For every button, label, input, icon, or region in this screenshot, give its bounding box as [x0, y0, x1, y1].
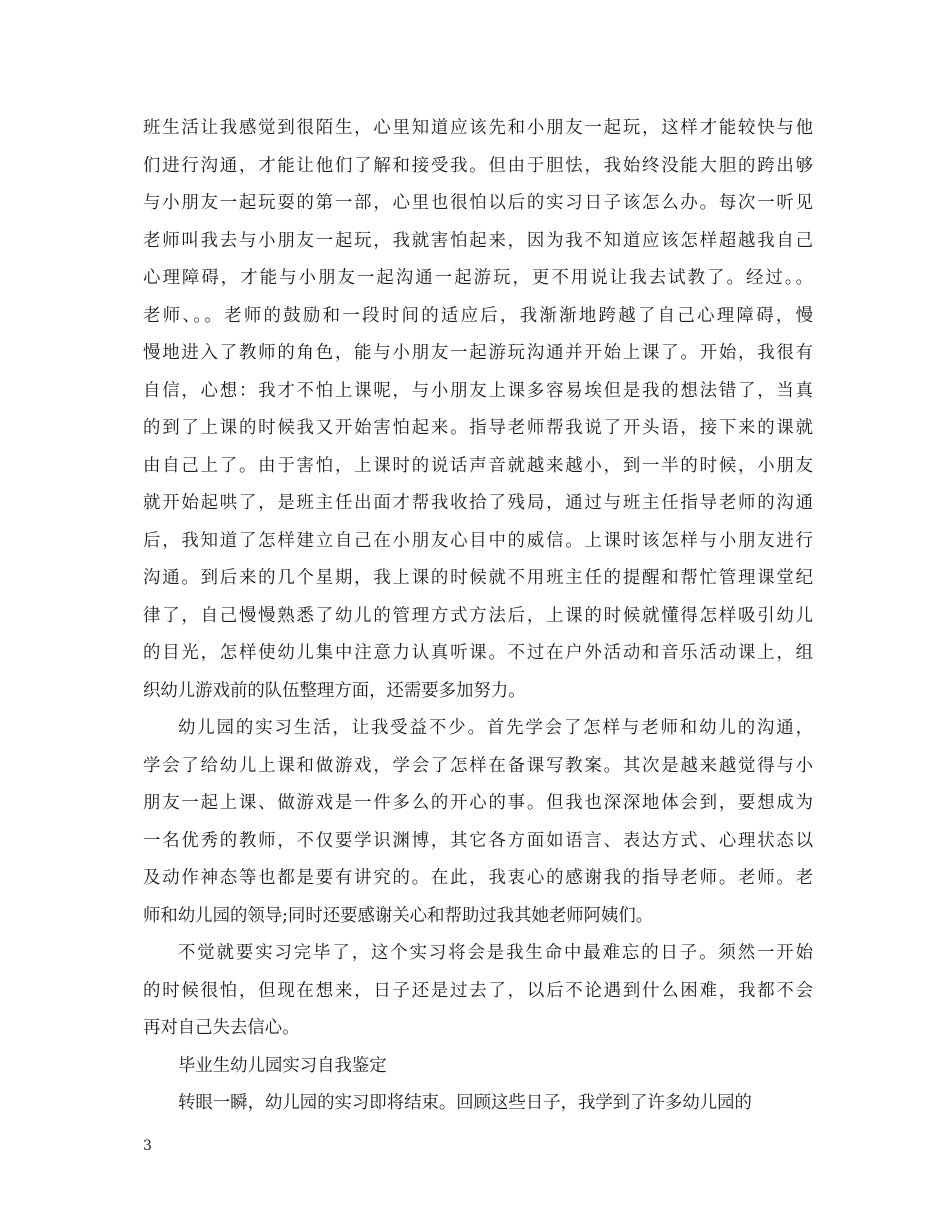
text-line: 律了，自己慢慢熟悉了幼儿的管理方式方法后，上课的时候就懂得怎样吸引幼儿	[143, 605, 813, 626]
text-line: 的时候很怕，但现在想来，日子还是过去了，以后不论遇到什么困难，我都不会	[143, 980, 813, 1001]
text-line: 再对自己失去信心。	[143, 1018, 300, 1038]
text-line: 们进行沟通，才能让他们了解和接受我。但由于胆怯，我始终没能大胆的跨出够	[143, 155, 813, 176]
text-line: 后，我知道了怎样建立自己在小朋友心目中的威信。上课时该怎样与小朋友进行	[143, 530, 813, 551]
text-line: 慢地进入了教师的角色，能与小朋友一起游玩沟通并开始上课了。开始，我很有	[143, 343, 813, 363]
text-line: 不觉就要实习完毕了，这个实习将会是我生命中最难忘的日子。须然一开始	[178, 943, 813, 963]
text-line: 老师叫我去与小朋友一起玩，我就害怕起来，因为我不知道应该怎样超越我自己	[143, 230, 813, 251]
text-line: 转眼一瞬，幼儿园的实习即将结束。回顾这些日子，我学到了许多幼儿园的	[178, 1093, 752, 1113]
text-line: 由自己上了。由于害怕，上课时的说话声音就越来越小，到一半的时候，小朋友	[143, 455, 813, 476]
paragraph	[143, 110, 813, 710]
text-line: 朋友一起上课、做游戏是一件多么的开心的事。但我也深深地体会到，要想成为	[143, 793, 813, 813]
paragraph	[143, 1048, 813, 1086]
text-line: 幼儿园的实习生活，让我受益不少。首先学会了怎样与老师和幼儿的沟通，	[178, 718, 813, 738]
text-line: 与小朋友一起玩耍的第一部，心里也很怕以后的实习日子该怎么办。每次一听见	[143, 193, 813, 213]
paragraph	[143, 710, 813, 935]
text-line: 毕业生幼儿园实习自我鉴定	[178, 1055, 387, 1076]
paragraph	[143, 935, 813, 1048]
text-line: 就开始起哄了，是班主任出面才帮我收拾了残局，通过与班主任指导老师的沟通	[143, 493, 813, 513]
text-line: 师和幼儿园的领导;同时还要感谢关心和帮助过我其她老师阿姨们。	[143, 905, 654, 926]
text-line: 织幼儿游戏前的队伍整理方面，还需要多加努力。	[143, 680, 526, 701]
paragraph	[143, 1085, 813, 1123]
text-line: 心理障碍，才能与小朋友一起沟通一起游玩，更不用说让我去试教了。经过。。	[143, 268, 813, 288]
page-number: 3	[143, 1138, 152, 1154]
text-line: 学会了给幼儿上课和做游戏，学会了怎样在备课写教案。其次是越来越觉得与小	[143, 755, 813, 776]
text-line: 班生活让我感觉到很陌生，心里知道应该先和小朋友一起玩，这样才能较快与他	[143, 118, 813, 138]
body-text	[143, 110, 813, 1123]
text-line: 及动作神态等也都是要有讲究的。在此，我衷心的感谢我的指导老师。老师。老	[143, 868, 813, 888]
text-line: 自信，心想：我才不怕上课呢，与小朋友上课多容易埃但是我的想法错了，当真	[143, 380, 813, 401]
text-line: 老师、。。老师的鼓励和一段时间的适应后，我渐渐地跨越了自己心理障碍，慢	[143, 305, 813, 326]
text-line: 的目光，怎样使幼儿集中注意力认真听课。不过在户外活动和音乐活动课上，组	[143, 643, 813, 663]
text-line: 的到了上课的时候我又开始害怕起来。指导老师帮我说了开头语，接下来的课就	[143, 418, 813, 438]
text-line: 沟通。到后来的几个星期，我上课的时候就不用班主任的提醒和帮忙管理课堂纪	[143, 568, 813, 588]
text-line: 一名优秀的教师，不仅要学识渊博，其它各方面如语言、表达方式、心理状态以	[143, 830, 813, 851]
